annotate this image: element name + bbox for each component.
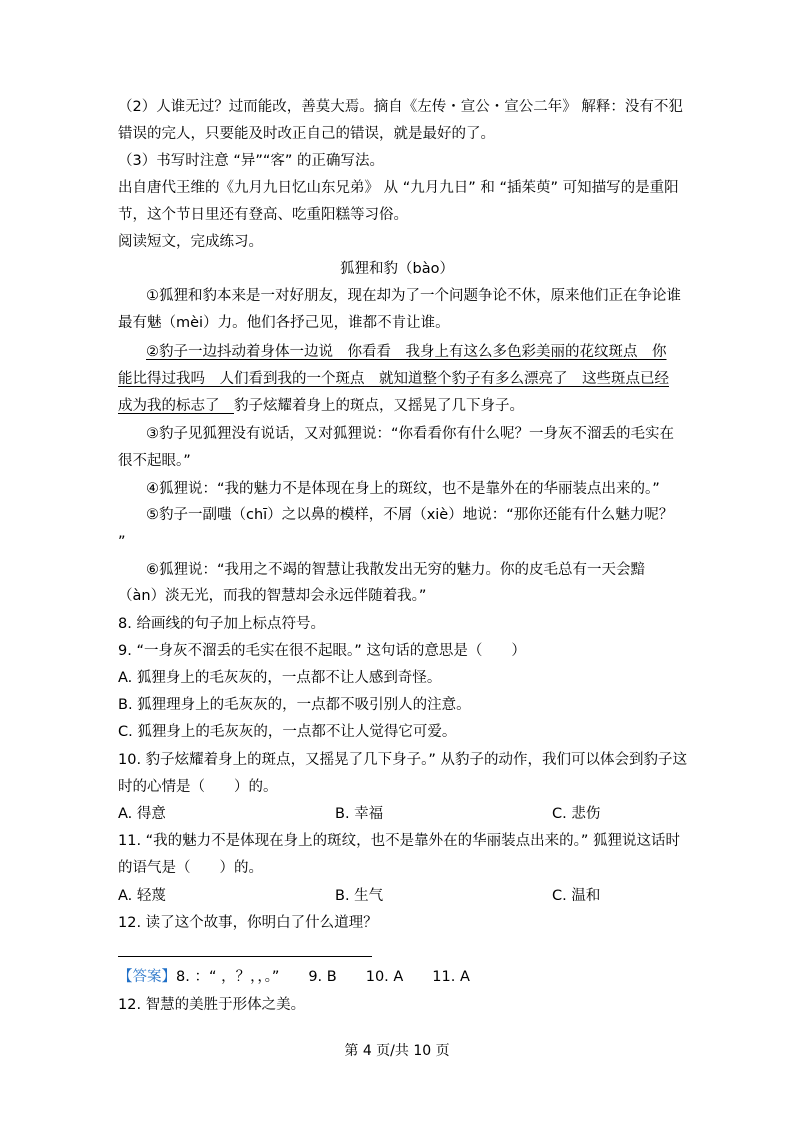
note-3: （3）书写时注意 “异”“客” 的正确写法。 [118,153,384,169]
answer-tag: 【答案】 [118,969,176,985]
paragraph-2-rest: 豹子炫耀着身上的斑点，又摇晃了几下身子。 [234,398,524,414]
paragraph-3-line-2: 很不起眼。” [118,453,191,469]
paragraph-5-line-2: ” [118,534,126,550]
question-8: 8. 给画线的句子加上标点符号。 [118,616,325,632]
answer-values: 8. ：“ ，？，，。” 9. B 10. A 11. A [176,969,470,985]
paragraph-3-line-1: ③豹子见狐狸没有说话，又对狐狸说：“你看看你有什么呢？一身灰不溜丢的毛实在 [146,426,675,442]
paragraph-4: ④狐狸说：“我的魅力不是体现在身上的斑纹，也不是靠外在的华丽装点出来的。” [146,481,660,497]
explanation-line-2: 节，这个节日里还有登高、吃重阳糕等习俗。 [118,207,408,223]
question-9-option-b: B. 狐狸理身上的毛灰灰的，一点都不吸引别人的注意。 [118,697,471,713]
paragraph-6-line-1: ⑥狐狸说：“我用之不竭的智慧让我散发出无穷的魅力。你的皮毛总有一天会黯 [146,562,646,578]
question-9: 9. “一身灰不溜丢的毛实在很不起眼。” 这句话的意思是（ ） [118,643,526,659]
question-10-line-2: 时的心情是（ ）的。 [118,779,278,795]
paragraph-2-underlined-line-2: 能比得过我吗 人们看到我的一个斑点 就知道整个豹子有多么漂亮了 这些斑点已经 [118,371,669,387]
question-11-option-a: A. 轻蔑 [118,888,166,904]
paragraph-1-line-2: 最有魅（mèi）力。他们各抒己见，谁都不肯让谁。 [118,315,450,331]
question-11-line-1: 11. “我的魅力不是体现在身上的斑纹，也不是靠外在的华丽装点出来的。” 狐狸说这话时 [118,833,681,849]
question-10-option-c: C. 悲伤 [552,806,601,822]
paragraph-2-underlined-line-1: ②豹子一边抖动着身体一边说 你看看 我身上有这么多色彩美丽的花纹斑点 你 [146,344,667,360]
reading-instruction: 阅读短文，完成练习。 [118,234,263,250]
note-2-line-1: （2）人谁无过？过而能改，善莫大焉。摘自《左传・宣公・宣公二年》 解释：没有不犯 [118,99,683,115]
question-12: 12. 读了这个故事，你明白了什么道理？ [118,915,378,931]
explanation-line-1: 出自唐代王维的《九月九日忆山东兄弟》 从 “九月九日” 和 “插茱萸” 可知描写的是重阳 [118,180,679,196]
page-footer: 第 4 页/共 10 页 [344,1043,450,1059]
answer-line-2: 12. 智慧的美胜于形体之美。 [118,997,306,1013]
paragraph-5-line-1: ⑤豹子一副嗤（chī）之以鼻的模样，不屑（xiè）地说：“那你还能有什么魅力呢？ [146,507,674,523]
question-9-option-a: A. 狐狸身上的毛灰灰的，一点都不让人感到奇怪。 [118,670,442,686]
note-2-line-2: 错误的完人，只要能及时改正自己的错误，就是最好的了。 [118,126,495,142]
question-11-line-2: 的语气是（ ）的。 [118,860,263,876]
answer-line-1 [118,967,470,987]
paragraph-2-underlined-end: 成为我的标志了 [118,398,234,414]
passage-title: 狐狸和豹（bào） [340,261,454,277]
question-11-option-b: B. 生气 [335,888,384,904]
paragraph-1-line-1: ①狐狸和豹本来是一对好朋友，现在却为了一个问题争论不休，原来他们正在争论谁 [146,288,681,304]
paragraph-2-line-3 [118,396,524,416]
question-9-option-c: C. 狐狸身上的毛灰灰的，一点都不让人觉得它可爱。 [118,724,457,740]
question-10-line-1: 10. 豹子炫耀着身上的斑点，又摇晃了几下身子。” 从豹子的动作，我们可以体会到豹子这 [118,752,688,768]
paragraph-6-line-2: （àn）淡无光，而我的智慧却会永远伴随着我。” [118,588,427,604]
question-10-option-a: A. 得意 [118,806,166,822]
answer-blank-line [118,956,372,957]
question-11-option-c: C. 温和 [552,888,601,904]
question-10-option-b: B. 幸福 [335,806,384,822]
